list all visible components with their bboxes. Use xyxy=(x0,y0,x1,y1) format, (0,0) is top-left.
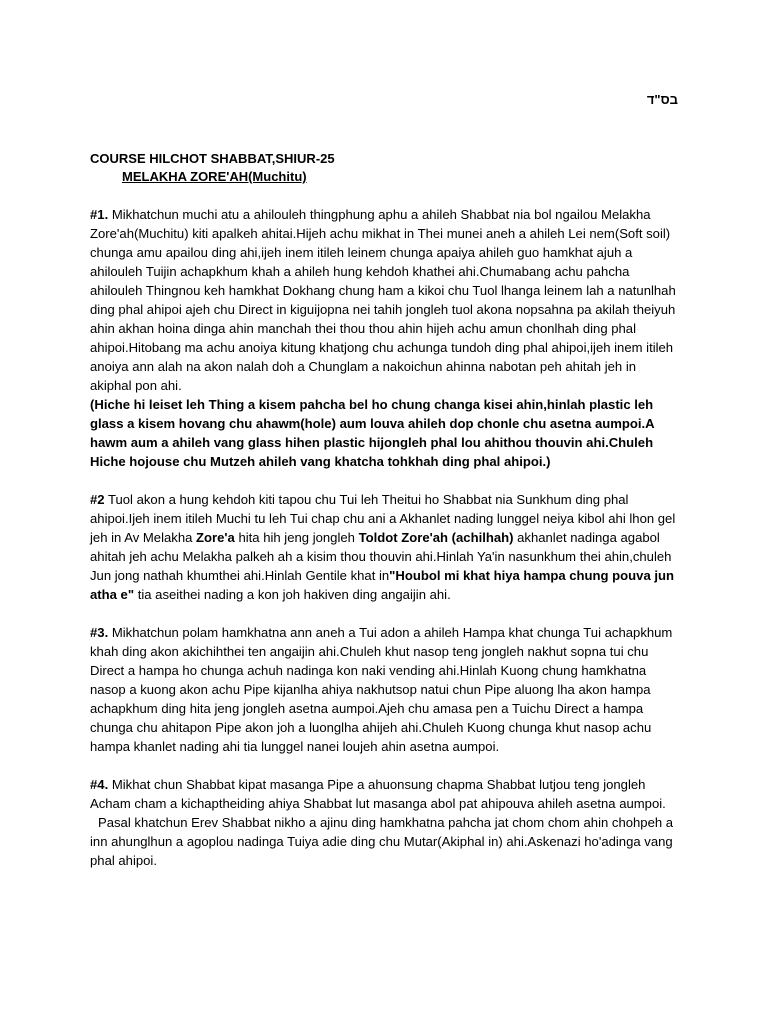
paragraph-text: hita hih jeng jongleh xyxy=(234,530,359,545)
paragraph-2 xyxy=(90,490,680,604)
course-title: COURSE HILCHOT SHABBAT,SHIUR-25 xyxy=(90,151,335,166)
hebrew-header-mark: בס"ד xyxy=(646,92,678,107)
paragraph-4 xyxy=(90,775,680,813)
bold-quote: "Houbol mi khat hiya hampa chung pouva jun atha e" xyxy=(90,568,675,602)
paragraph-text: Mikhatchun muchi atu a ahilouleh thingphung aphu a ahileh Shabbat nia bol ngailou Melakha Zore'ah(Muchitu) kiti apalkeh ahitai.Hijeh achu mikhat in Thei munei aneh a ahileh Lei nem(Soft soil) chunga amu apailou ding ahi,ijeh inem itileh leinem chunga apaiya ahileh guo hamkhat ajuh a ahilouleh Tuijin achapkhum khah a ahileh hung kehdoh khathei ahi.Chumabang achu pahcha ahilouleh Thingnou keh hamkhat Dokhang chung ham a kikoi chu Tuol lhanga leinem lah a natunlhah ding phal ahipoi ajeh chu Direct in kiguijopna nei tahih jongleh tuol akona nopsahna pa akilah theiyuh ahin akhan hoina dinga ahin manchah thei thou thou ahin hijeh achu amun chonlhah ding phal ahipoi.Hitobang ma achu anoiya kitung khatjong chu achunga tundoh ding phal ahipoi,ijeh inem itileh anoiya ann alah na akon nalah doh a Chunglam a nakoichun ahinna nabotan peh ahitah jeh in akiphal pon ahi. xyxy=(90,207,676,393)
bold-term: Zore'a xyxy=(196,530,235,545)
paragraph-text: tia aseithei nading a kon joh hakiven ding angaijin ahi. xyxy=(134,587,451,602)
paragraph-text: Mikhat chun Shabbat kipat masanga Pipe a ahuonsung chapma Shabbat lutjou teng jongleh Acham cham a kichaptheiding ahiya Shabbat lut masanga abol pat ahipouva ahileh asetna aumpoi. xyxy=(90,777,666,811)
lesson-subtitle: MELAKHA ZORE'AH(Muchitu) xyxy=(122,169,307,184)
paragraph-number: #4. xyxy=(90,777,109,792)
document-body xyxy=(90,205,680,889)
paragraph-1 xyxy=(90,205,680,471)
paragraph-text: akhanlet nadinga agabol ahitah jeh achu Melakha palkeh ah a kisim thou thouvin ahi.Hinlah Ya'in nasunkhum thei ahin,chuleh Jun jong nathah khumthei ahi.Hinlah Gentile khat in xyxy=(90,530,672,583)
paragraph-number: #3. xyxy=(90,625,109,640)
paragraph-number: #2 xyxy=(90,492,105,507)
paragraph-bold-note: (Hiche hi leiset leh Thing a kisem pahcha bel ho chung changa kisei ahin,hinlah plastic leh glass a kisem hovang chu ahawm(hole) aum louva ahileh dop chonle chu asetna aumpoi.A hawm aum a ahileh vang glass hihen plastic hijongleh phal lou ahithou thouvin ahi.Chuleh Hiche hojouse chu Mutzeh ahileh vang khatcha tohkhah ding phal ahipoi.) xyxy=(90,397,655,469)
bold-term: Toldot Zore'ah (achilhah) xyxy=(358,530,514,545)
paragraph-4-continued xyxy=(90,813,680,870)
paragraph-3 xyxy=(90,623,680,756)
paragraph-number: #1. xyxy=(90,207,109,222)
paragraph-text: Pasal khatchun Erev Shabbat nikho a ajinu ding hamkhatna pahcha jat chom chom ahin chohpeh a inn ahunglhun a agoplou nadinga Tuiya adie ding chu Mutar(Akiphal in) ahi.Askenazi ho'adinga vang phal ahipoi. xyxy=(90,815,674,868)
paragraph-text: Mikhatchun polam hamkhatna ann aneh a Tui adon a ahileh Hampa khat chunga Tui achapkhum khah ding akon akichihthei ten angaijin ahi.Chuleh khut nasop teng jongleh nakhut sopna tui chu Direct a hampa ho chunga achuh nadinga kon naki vending ahi.Hinlah Kuong chung hamkhatna nasop a kuong akon achu Pipe kijanlha ahiya nakhutsop natui chun Pipe aluong lha akon hampa achapkhum ding hita jeng jongleh asetna aumpoi.Ajeh chu amasa pen a Tuichu Direct a hampa chunga chu ahitapon Pipe akon joh a luonglha ahijeh ahi.Chuleh Kuong chunga khut nasop achu hampa khanlet nading ahi tia lunggel nanei loujeh ahin asetna aumpoi. xyxy=(90,625,673,754)
paragraph-text: Tuol akon a hung kehdoh kiti tapou chu Tui leh Theitui ho Shabbat nia Sunkhum ding phal ahipoi.Ijeh inem itileh Muchi tu leh Tui chap chu ani a Akhanlet nading lunggel neiya kibol ahi lhon gel jeh in Av Melakha xyxy=(90,492,676,545)
